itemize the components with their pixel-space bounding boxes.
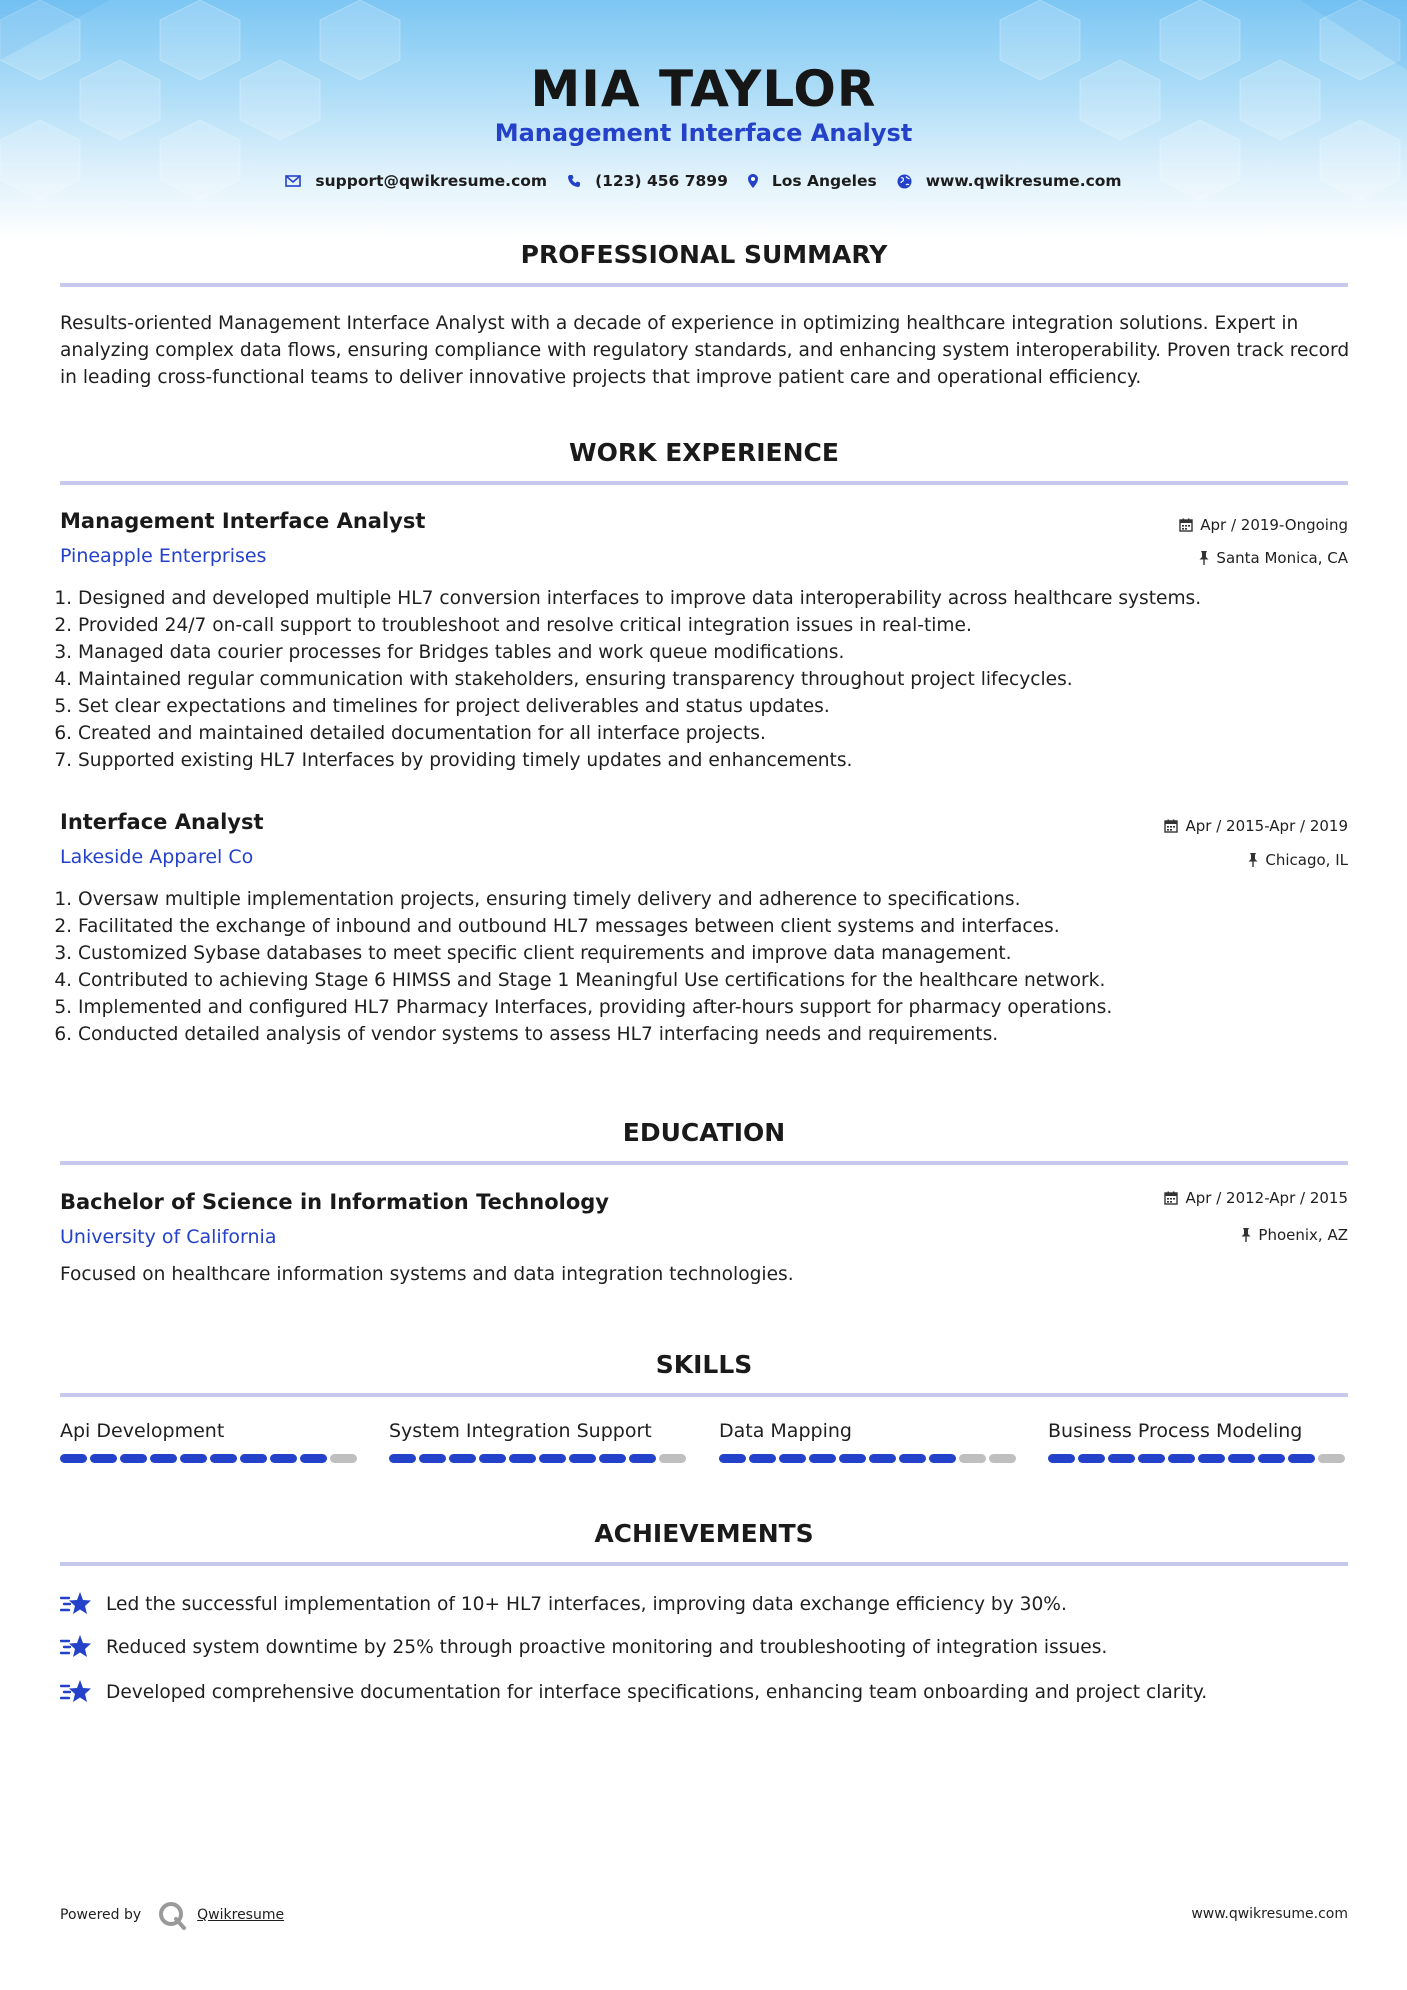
- job-location-text: Santa Monica, CA: [1216, 549, 1348, 567]
- skill-segment-filled: [90, 1454, 117, 1463]
- shooting-star-icon: [60, 1590, 92, 1618]
- experience-divider: [60, 481, 1348, 485]
- skill-item: [1048, 1420, 1348, 1463]
- skill-segment-filled: [1288, 1454, 1315, 1463]
- skills-divider: [60, 1393, 1348, 1397]
- skills-heading: SKILLS: [655, 1350, 753, 1379]
- candidate-role: Management Interface Analyst: [494, 119, 913, 147]
- skill-segment-filled: [779, 1454, 806, 1463]
- skill-segment-empty: [659, 1454, 686, 1463]
- list-item: 2. Facilitated the exchange of inbound and outbound HL7 messages between client systems and interfaces.: [78, 913, 1378, 940]
- envelope-icon: [285, 175, 301, 187]
- list-item: 3. Managed data courier processes for Bridges tables and work queue modifications.: [78, 639, 1378, 666]
- skill-item: [60, 1420, 360, 1463]
- company-name: Lakeside Apparel Co: [60, 846, 254, 868]
- skill-segment-filled: [749, 1454, 776, 1463]
- degree-title: Bachelor of Science in Information Technology: [60, 1190, 609, 1214]
- contact-email[interactable]: [285, 172, 547, 190]
- skill-level-bar: [719, 1454, 1019, 1463]
- pushpin-icon: [1248, 853, 1258, 867]
- job-title: Management Interface Analyst: [60, 509, 426, 533]
- skill-segment-filled: [300, 1454, 327, 1463]
- list-item: 5. Set clear expectations and timelines for project deliverables and status updates.: [78, 693, 1378, 720]
- skill-segment-filled: [719, 1454, 746, 1463]
- skill-segment-empty: [989, 1454, 1016, 1463]
- achievement-item: [60, 1633, 1107, 1661]
- education-dates-text: Apr / 2012-Apr / 2015: [1185, 1189, 1348, 1207]
- company-name: Pineapple Enterprises: [60, 545, 267, 567]
- map-pin-icon: [748, 174, 758, 188]
- skill-segment-filled: [1258, 1454, 1285, 1463]
- skill-name: Business Process Modeling: [1048, 1420, 1303, 1442]
- achievement-item: [60, 1590, 1067, 1618]
- skill-name: Api Development: [60, 1420, 225, 1442]
- skill-segment-filled: [1228, 1454, 1255, 1463]
- skill-segment-filled: [929, 1454, 956, 1463]
- skill-segment-filled: [599, 1454, 626, 1463]
- location-text: Los Angeles: [771, 172, 877, 190]
- job-duties-list: [56, 585, 1378, 774]
- list-item: 4. Contributed to achieving Stage 6 HIMSS and Stage 1 Meaningful Use certifications for the healthcare network.: [78, 967, 1378, 994]
- skill-segment-filled: [1168, 1454, 1195, 1463]
- website-text: www.qwikresume.com: [925, 172, 1122, 190]
- skill-segment-filled: [270, 1454, 297, 1463]
- qwikresume-logo-icon: [157, 1900, 187, 1930]
- skill-level-bar: [389, 1454, 689, 1463]
- job-dates-text: Apr / 2015-Apr / 2019: [1185, 817, 1348, 835]
- qwikresume-link[interactable]: Qwikresume: [197, 1907, 285, 1923]
- job-dates-text: Apr / 2019-Ongoing: [1200, 516, 1348, 534]
- skill-segment-empty: [959, 1454, 986, 1463]
- skill-name: Data Mapping: [719, 1420, 852, 1442]
- skill-segment-filled: [629, 1454, 656, 1463]
- achievements-divider: [60, 1562, 1348, 1566]
- job-location-text: Chicago, IL: [1265, 851, 1348, 869]
- skill-level-bar: [60, 1454, 360, 1463]
- skill-item: [389, 1420, 689, 1463]
- shooting-star-icon: [60, 1678, 92, 1706]
- list-item: 1. Oversaw multiple implementation projects, ensuring timely delivery and adherence to specifications.: [78, 886, 1378, 913]
- globe-icon: [897, 174, 912, 189]
- achievements-heading: ACHIEVEMENTS: [594, 1519, 814, 1548]
- list-item: 5. Implemented and configured HL7 Pharmacy Interfaces, providing after-hours support for pharmacy operations.: [78, 994, 1378, 1021]
- skill-segment-empty: [330, 1454, 357, 1463]
- skill-segment-filled: [449, 1454, 476, 1463]
- calendar-icon: [1164, 1191, 1178, 1205]
- education-dates: [1164, 1189, 1348, 1207]
- skill-segment-filled: [509, 1454, 536, 1463]
- calendar-icon: [1164, 819, 1178, 833]
- skill-segment-filled: [809, 1454, 836, 1463]
- list-item: 1. Designed and developed multiple HL7 conversion interfaces to improve data interoperability across healthcare systems.: [78, 585, 1378, 612]
- school-name: University of California: [60, 1226, 277, 1248]
- achievement-item: [60, 1678, 1207, 1706]
- skill-segment-filled: [479, 1454, 506, 1463]
- phone-text: (123) 456 7899: [595, 172, 728, 190]
- job-location: [1199, 549, 1348, 567]
- skill-segment-filled: [120, 1454, 147, 1463]
- skill-segment-filled: [60, 1454, 87, 1463]
- contact-bar: [0, 172, 1407, 190]
- powered-by-label: Powered by: [60, 1907, 142, 1923]
- skill-segment-filled: [869, 1454, 896, 1463]
- skill-segment-filled: [150, 1454, 177, 1463]
- job-title: Interface Analyst: [60, 810, 264, 834]
- contact-website[interactable]: [897, 172, 1122, 190]
- skill-segment-filled: [569, 1454, 596, 1463]
- education-heading: EDUCATION: [622, 1118, 786, 1147]
- job-dates: [1179, 516, 1348, 534]
- list-item: 6. Created and maintained detailed documentation for all interface projects.: [78, 720, 1378, 747]
- skill-segment-filled: [1108, 1454, 1135, 1463]
- achievement-text: Reduced system downtime by 25% through proactive monitoring and troubleshooting of integration issues.: [106, 1636, 1108, 1658]
- pushpin-icon: [1199, 551, 1209, 565]
- education-location: [1241, 1226, 1348, 1244]
- footer-powered-by: [60, 1900, 284, 1930]
- achievement-text: Led the successful implementation of 10+ HL7 interfaces, improving data exchange efficiency by 30%.: [106, 1593, 1067, 1615]
- job-duties-list: [56, 886, 1378, 1048]
- skill-segment-empty: [1318, 1454, 1345, 1463]
- skill-segment-filled: [1048, 1454, 1075, 1463]
- job-dates: [1164, 817, 1348, 835]
- education-divider: [60, 1161, 1348, 1165]
- contact-location: [748, 172, 877, 190]
- skill-segment-filled: [180, 1454, 207, 1463]
- skill-segment-filled: [389, 1454, 416, 1463]
- list-item: 6. Conducted detailed analysis of vendor systems to assess HL7 interfacing needs and requirements.: [78, 1021, 1378, 1048]
- skill-segment-filled: [539, 1454, 566, 1463]
- achievement-text: Developed comprehensive documentation for interface specifications, enhancing team onboarding and project clarity.: [106, 1681, 1208, 1703]
- calendar-icon: [1179, 518, 1193, 532]
- skill-segment-filled: [1138, 1454, 1165, 1463]
- education-location-text: Phoenix, AZ: [1258, 1226, 1348, 1244]
- skill-segment-filled: [1078, 1454, 1105, 1463]
- skill-level-bar: [1048, 1454, 1348, 1463]
- skill-item: [719, 1420, 1019, 1463]
- skill-segment-filled: [210, 1454, 237, 1463]
- skill-name: System Integration Support: [389, 1420, 652, 1442]
- list-item: 3. Customized Sybase databases to meet specific client requirements and improve data management.: [78, 940, 1378, 967]
- email-text: support@qwikresume.com: [315, 172, 548, 190]
- skill-segment-filled: [839, 1454, 866, 1463]
- list-item: 7. Supported existing HL7 Interfaces by providing timely updates and enhancements.: [78, 747, 1378, 774]
- summary-heading: PROFESSIONAL SUMMARY: [520, 240, 888, 269]
- list-item: 4. Maintained regular communication with stakeholders, ensuring transparency throughout project lifecycles.: [78, 666, 1378, 693]
- footer-website[interactable]: www.qwikresume.com: [1191, 1906, 1348, 1922]
- list-item: 2. Provided 24/7 on-call support to troubleshoot and resolve critical integration issues in real-time.: [78, 612, 1378, 639]
- contact-phone[interactable]: [567, 172, 728, 190]
- pushpin-icon: [1241, 1228, 1251, 1242]
- experience-heading: WORK EXPERIENCE: [569, 438, 839, 467]
- summary-divider: [60, 283, 1348, 287]
- skill-segment-filled: [419, 1454, 446, 1463]
- shooting-star-icon: [60, 1633, 92, 1661]
- education-description: Focused on healthcare information systems and data integration technologies.: [60, 1264, 794, 1285]
- skill-segment-filled: [1198, 1454, 1225, 1463]
- skill-segment-filled: [899, 1454, 926, 1463]
- phone-icon: [567, 174, 581, 188]
- summary-text: Results-oriented Management Interface Analyst with a decade of experience in optimizing healthcare integration solutions. Expert in analyzing complex data flows, ensuring compliance with regulatory standards, and enhancing system interoperability. Proven track record in leading cross-functional teams to deliver innovative projects that improve patient care and operational efficiency.: [60, 313, 1350, 388]
- candidate-name: MIA TAYLOR: [530, 60, 877, 118]
- skill-segment-filled: [240, 1454, 267, 1463]
- job-location: [1248, 851, 1348, 869]
